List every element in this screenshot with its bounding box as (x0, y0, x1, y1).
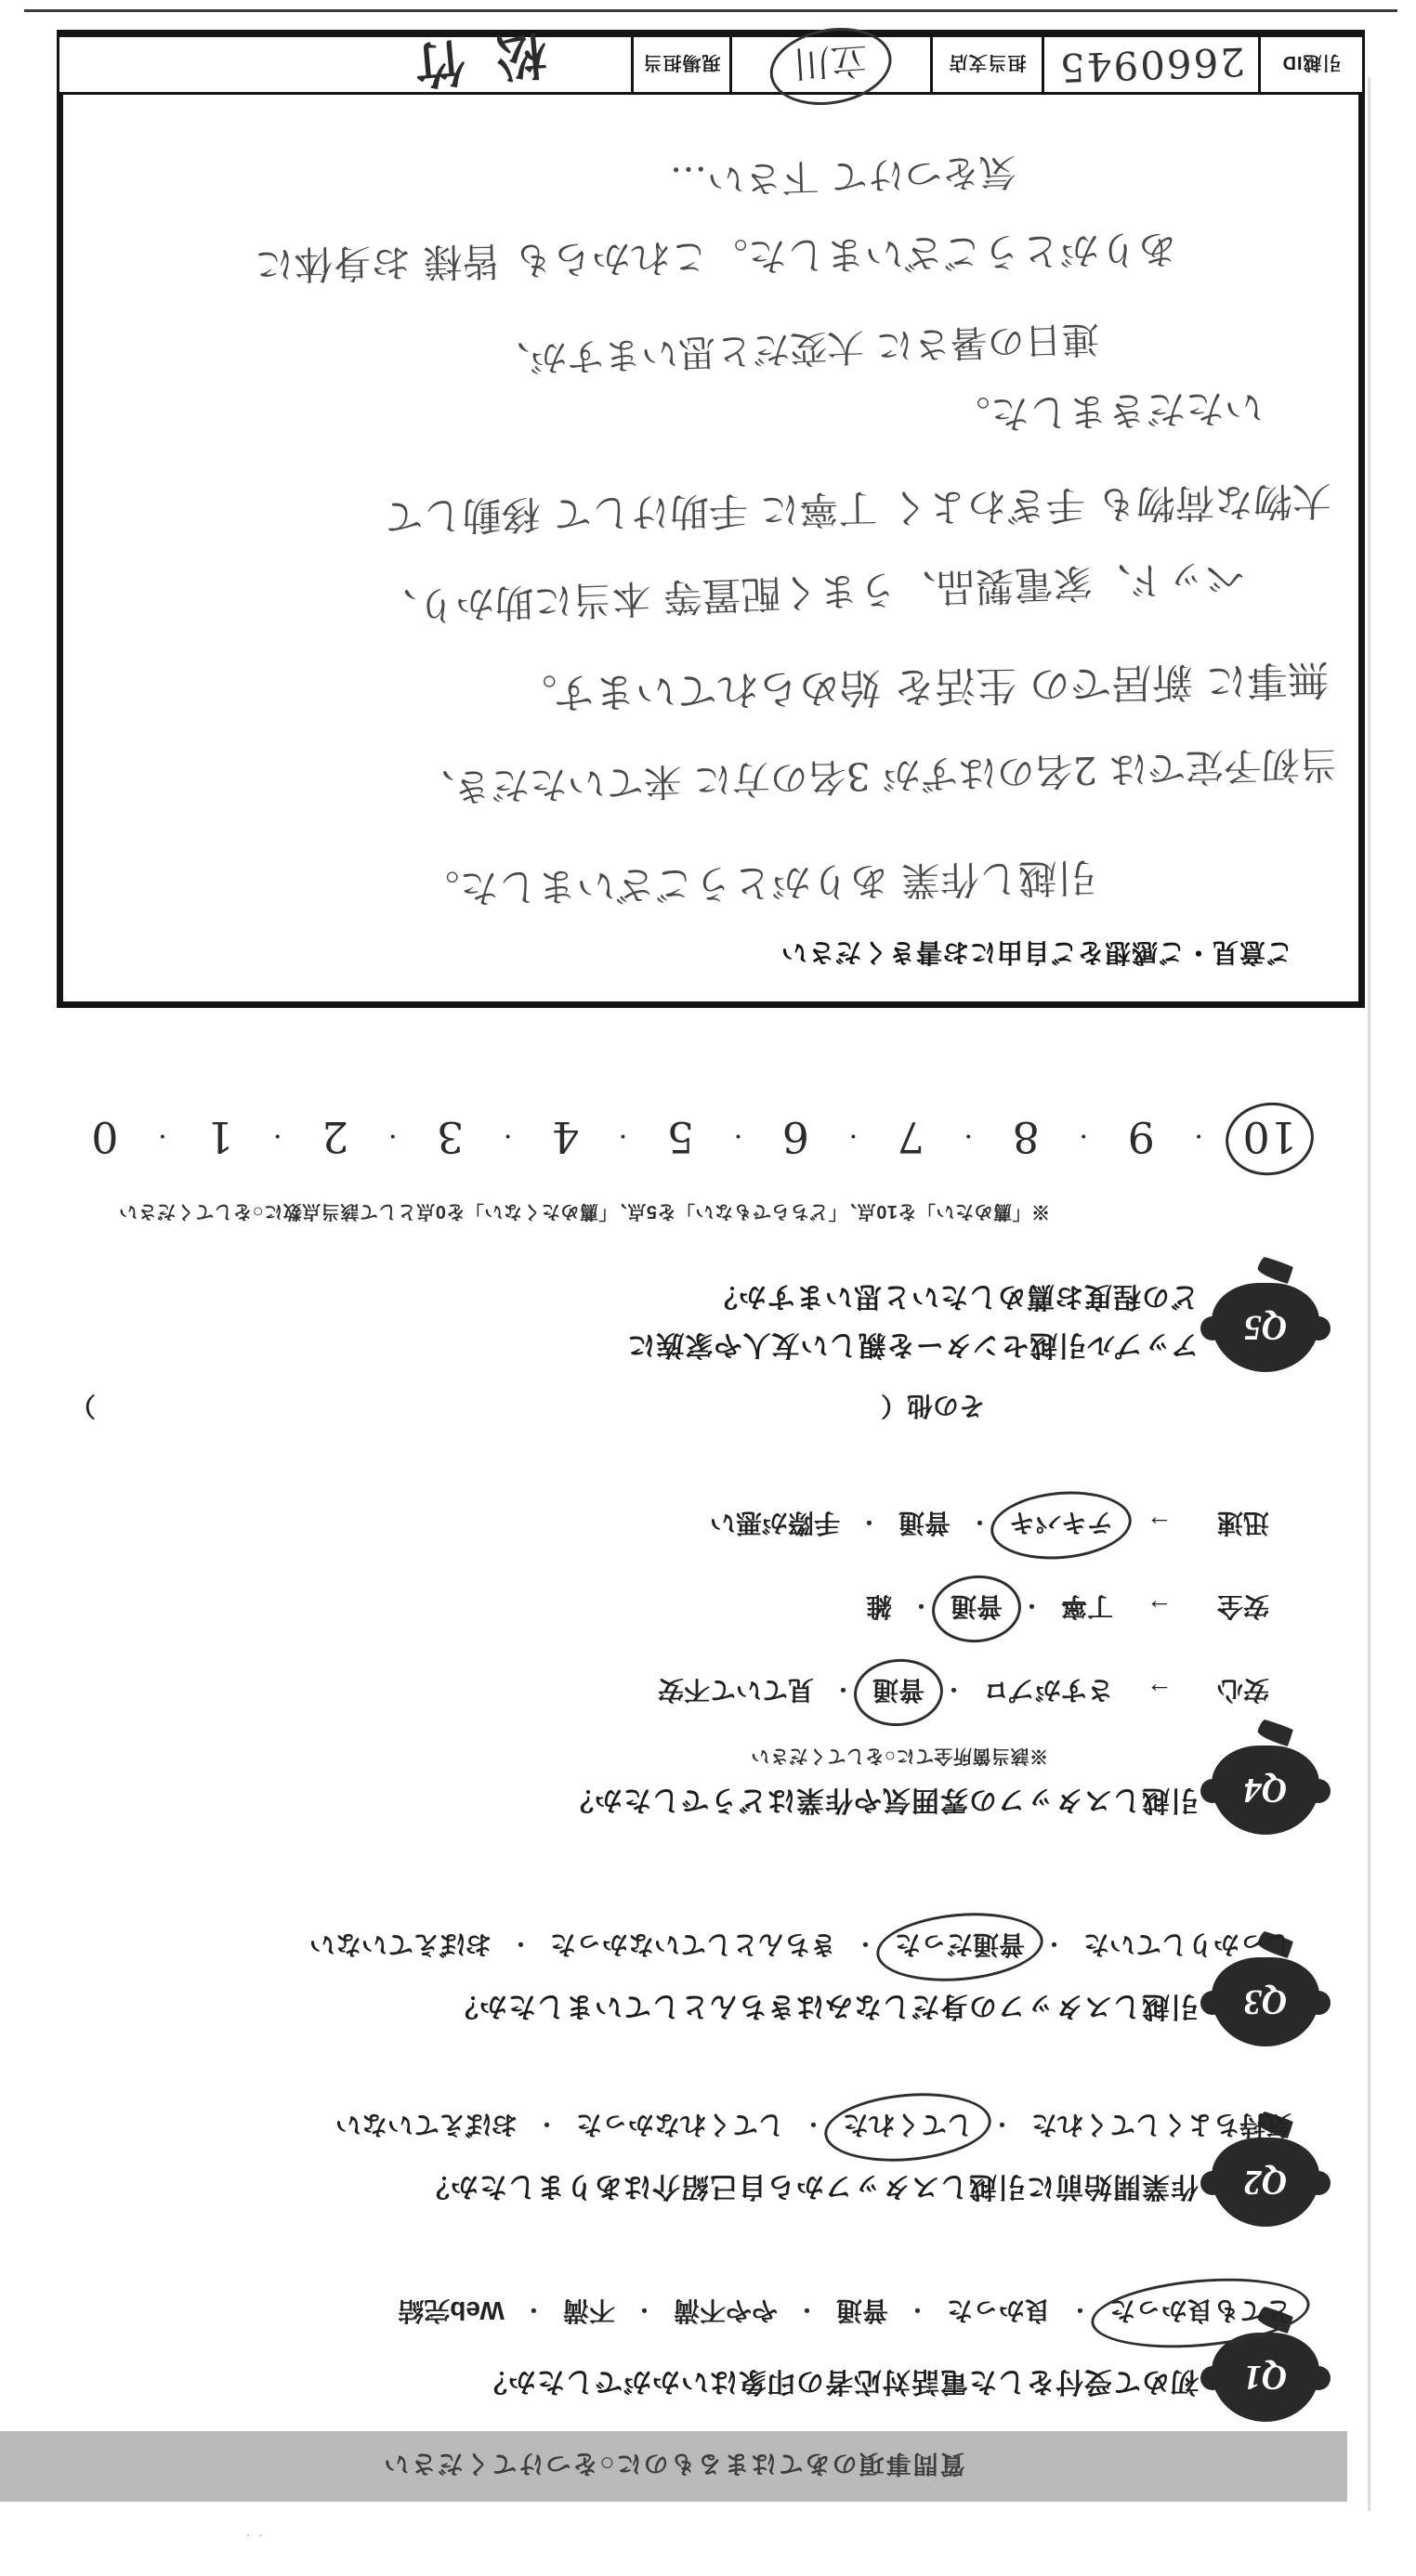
branch-handwritten: 立川 (793, 35, 871, 93)
option-circled[interactable]: してくれた (843, 2108, 973, 2145)
scale-point[interactable]: 1 (206, 1112, 234, 1162)
option-separator: ・ (1042, 1932, 1065, 1957)
option[interactable]: 普通 (898, 1509, 951, 1537)
q4-other-row (70, 1389, 985, 1426)
q4-question: 引越しスタッフの雰囲気や作業はどうでしたか？ (565, 1785, 1199, 1815)
option-separator: ・ (968, 1510, 990, 1536)
scale-point[interactable]: 8 (1012, 1112, 1040, 1162)
q4-badge (1212, 1746, 1319, 1835)
option-separator: ・ (1020, 1594, 1042, 1619)
option[interactable]: 丁寧 (1060, 1592, 1113, 1621)
scale-point[interactable]: 0 (91, 1112, 119, 1162)
scale-separator: ・ (497, 1123, 518, 1147)
scale-separator: ・ (151, 1123, 173, 1147)
option-separator: ・ (795, 2298, 818, 2323)
scale-separator: ・ (843, 1123, 864, 1147)
option[interactable]: 普通 (835, 2296, 888, 2325)
instruction-text: 質問事項のあてはまるものに○をつけてください (382, 2450, 965, 2478)
option[interactable]: きちんとしていなかった (549, 1930, 836, 1959)
scale-point[interactable]: 5 (666, 1112, 695, 1162)
q2-badge-label: Q2 (1243, 2163, 1288, 2202)
q4-rows (658, 1471, 1269, 1721)
q3-question: 引越しスタッフの身だしなみはきちんとしていましたか？ (450, 1991, 1199, 2021)
q5-badge-label: Q5 (1243, 1308, 1288, 1347)
scale-separator: ・ (267, 1123, 288, 1147)
q3-badge (1212, 1957, 1319, 2046)
footer-id-table (57, 24, 1365, 98)
option[interactable]: 見ていて不安 (657, 1676, 814, 1705)
q1-question: 初めて受付をした電話対応者の印象はいかがでしたか？ (479, 2366, 1199, 2397)
option[interactable]: しっかりしていた (1082, 1930, 1291, 1959)
option-circled[interactable]: 普通 (951, 1589, 1003, 1627)
handwritten-line: ベッド、家電製品、うまく配置等 本当に助かり、 (376, 554, 1246, 631)
option-separator: ・ (535, 2112, 557, 2138)
handwritten-line: 連日の暑さに 大変だと思いますが、 (492, 316, 1100, 381)
handwritten-line: 気をつけて 下さい… (669, 150, 1017, 202)
instruction-bar (0, 2431, 1347, 2502)
q5-question-line2: どの程度お薦めしたいと思いますか？ (709, 1281, 1199, 1312)
q4-row (658, 1578, 1269, 1638)
option[interactable]: 雑 (865, 1592, 892, 1621)
moving-id-value-cell (1042, 37, 1258, 92)
scale-separator: ・ (1073, 1123, 1095, 1147)
scale-point[interactable]: 6 (781, 1112, 810, 1162)
q5-question-line1: アップル引越センターを親しい友人や家族に (626, 1329, 1199, 1360)
q4-row (658, 1495, 1269, 1554)
other-paren-open: （ (880, 1392, 907, 1420)
q2-question: 作業開始前に引越しスタッフから自己紹介はありましたか？ (421, 2171, 1199, 2202)
option[interactable]: 気持ちよくしてくれた (1030, 2111, 1291, 2139)
q3-badge-label: Q3 (1243, 1982, 1288, 2021)
handwritten-line: ありがとうございました。これからも 皆様 お身体に (254, 226, 1178, 288)
branch-value-cell (729, 37, 930, 92)
scale-point[interactable]: 7 (897, 1112, 924, 1162)
moving-id-label: 引越ID (1281, 52, 1342, 72)
q3-options (309, 1928, 1291, 1965)
option-separator: ・ (990, 2112, 1013, 2138)
branch-label-cell (930, 37, 1042, 92)
other-paren-close: ） (70, 1392, 97, 1420)
q1-options (398, 2294, 1291, 2331)
option-circled[interactable]: テキパキ (1009, 1506, 1113, 1543)
handwritten-line: いただきました。 (951, 384, 1265, 438)
handwritten-line: 無事に 新居での 生活を 始められています。 (516, 655, 1330, 717)
nps-scale (87, 1112, 1301, 1162)
q1-badge-label: Q1 (1243, 2358, 1288, 2397)
q5-badge (1212, 1283, 1319, 1372)
scale-point[interactable]: 2 (321, 1112, 349, 1162)
moving-id-label-cell (1258, 37, 1362, 92)
option-separator: ・ (633, 2298, 655, 2323)
option-circled[interactable]: とても良かった (1109, 2294, 1291, 2331)
scale-separator: ・ (958, 1123, 979, 1147)
option-separator: ・ (1069, 2298, 1091, 2323)
q4-note: ※該当箇所全てに○をしてください (750, 1746, 1048, 1766)
q4-row-label: 安全 (1216, 1592, 1269, 1621)
option[interactable]: さすがプロ (982, 1676, 1113, 1705)
scale-separator: ・ (728, 1123, 749, 1147)
option[interactable]: してくれなかった (575, 2111, 784, 2139)
branch-label: 担当支店 (948, 52, 1027, 72)
moving-id-handwritten: 2660945 (1056, 38, 1246, 91)
q2-badge (1212, 2138, 1319, 2227)
scan-artifact: · · (244, 2525, 264, 2548)
q2-options (335, 2108, 1291, 2145)
option-separator: ・ (942, 1678, 964, 1703)
staff-signature: 松竹 (381, 24, 550, 98)
option[interactable]: Web完結 (398, 2296, 505, 2325)
option-separator: ・ (910, 1594, 932, 1619)
scale-point[interactable]: 4 (551, 1112, 580, 1162)
option[interactable]: 不満 (562, 2296, 615, 2325)
option[interactable]: やや不満 (673, 2296, 778, 2325)
scale-point[interactable]: 9 (1127, 1112, 1155, 1162)
option-separator: ・ (509, 1932, 531, 1957)
handwritten-line: 引越し作業 ありがとうございました。 (420, 854, 1097, 912)
scale-point-circled[interactable]: 10 (1239, 1112, 1301, 1162)
option[interactable]: おぼえていない (334, 2111, 518, 2139)
option[interactable]: 良かった (946, 2296, 1051, 2325)
scale-separator: ・ (382, 1123, 403, 1147)
arrow-icon: → (1147, 1510, 1173, 1539)
q5-note: ※「薦めたい」を10点、「どちらでもない」を5点、「薦めたくない」を0点として該当点数に○をしてください (118, 1201, 1050, 1222)
option-separator: ・ (906, 2298, 928, 2323)
staff-signature-cell (59, 24, 631, 98)
arrow-icon: → (1147, 1678, 1173, 1706)
option-separator: ・ (854, 1932, 876, 1957)
handwritten-line: 大物な荷物も 手ぎわよく 丁寧に 手助けして 移動して (384, 477, 1332, 540)
q4-row (658, 1662, 1269, 1721)
scale-separator: ・ (612, 1123, 634, 1147)
option-separator: ・ (802, 2112, 824, 2138)
option-circled[interactable]: 普通 (872, 1673, 924, 1710)
handwritten-line: 当初予定では 2名のはずが 3名の方に 来ていただき、 (415, 741, 1339, 810)
staff-label-cell (631, 37, 729, 92)
scan-bottom-line (24, 9, 1397, 12)
other-label: その他 (906, 1392, 985, 1420)
comment-box-header: ご意見・ご感想をご自由にお書きください (780, 938, 1292, 967)
q1-badge (1212, 2333, 1319, 2422)
option[interactable]: 手際が悪い (709, 1509, 840, 1537)
staff-label: 現場担当 (642, 52, 721, 72)
option-separator: ・ (832, 1678, 854, 1703)
leaf-icon (1256, 1719, 1293, 1746)
option-separator: ・ (522, 2298, 544, 2323)
arrow-icon: → (1147, 1594, 1173, 1623)
q4-badge-label: Q4 (1243, 1771, 1288, 1810)
scale-separator: ・ (1188, 1123, 1210, 1147)
option[interactable]: おぼえていない (308, 1930, 492, 1959)
q4-row-label: 迅速 (1216, 1509, 1269, 1537)
scan-edge-line (1368, 77, 1370, 2511)
q4-row-label: 安心 (1216, 1676, 1269, 1705)
option-separator: ・ (858, 1510, 880, 1536)
leaf-icon (1256, 1256, 1293, 1284)
scale-point[interactable]: 3 (437, 1112, 465, 1162)
option-circled[interactable]: 普通だった (895, 1928, 1025, 1965)
